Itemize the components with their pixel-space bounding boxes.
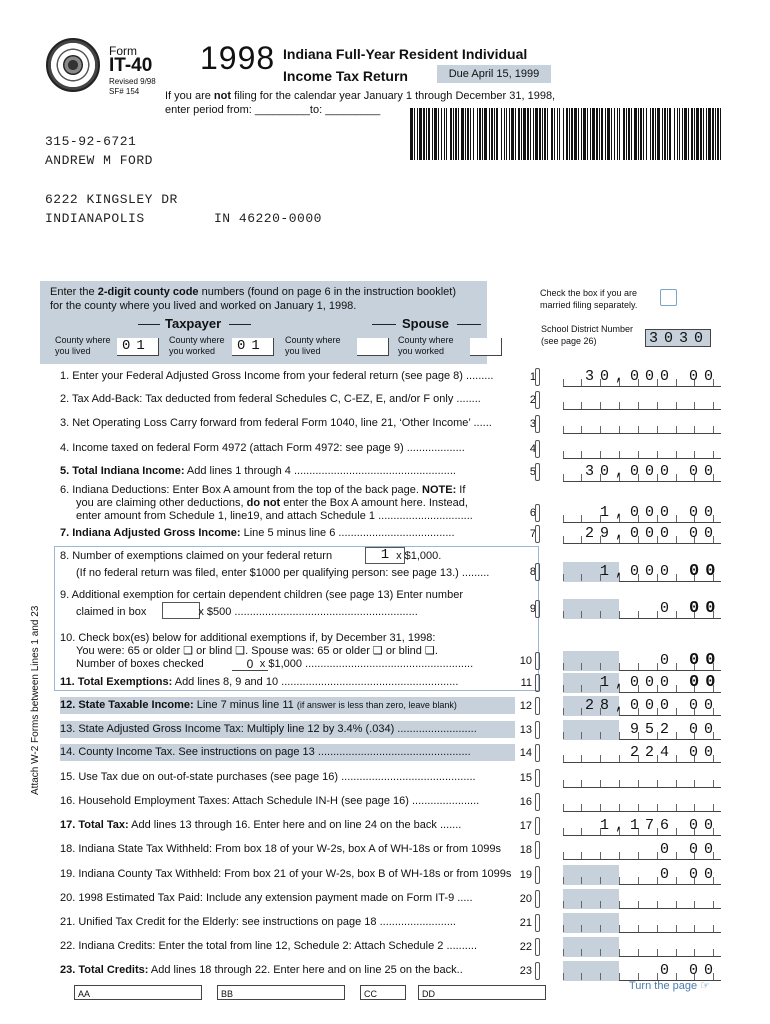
line-23-label: 23. Total Credits: Add lines 18 through 22. Enter here and on line 25 on the back.. [60,964,463,976]
line-20-label: 20. 1998 Estimated Tax Paid: Include any extension payment made on Form IT-9 ..... [60,892,473,904]
line-2-marker [535,391,540,409]
form-word: Form [109,44,137,58]
taxpayer-ssn: 315-92-6721 [45,134,137,149]
line-4-amount-field[interactable] [563,439,721,459]
title-line-1: Indiana Full-Year Resident Individual [283,46,528,62]
line-13-dollars: 952 [629,721,675,738]
line-23-marker [535,962,540,980]
sp-worked-label: County where you worked [398,335,454,356]
line-17-marker [535,817,540,835]
tp-lived-label: County where you lived [55,335,111,356]
line-12-cents: 00 [689,697,720,714]
line-18-number: 18 [519,844,532,856]
sp-county-worked-input[interactable] [470,338,502,356]
line-8-cents: 00 [689,562,722,581]
line-13-cents: 00 [689,721,720,738]
married-separately-label: Check the box if you are married filing separately. [540,288,638,310]
line-22-marker [535,938,540,956]
spouse-heading: Spouse [402,316,449,331]
line-14-dollars: 224 [629,744,675,761]
line-14-cents: 00 [689,744,720,761]
line-14-amount-field[interactable] [563,743,721,763]
box-aa[interactable]: AA [74,985,202,1000]
exemptions-count-input[interactable]: 1 [365,547,405,564]
line-12-amount-field[interactable] [563,696,721,716]
line-4-label: 4. Income taxed on federal Form 4972 (attach Form 4972: see page 9) ................... [60,442,465,454]
line-19-number: 19 [519,869,532,881]
line-2-label: 2. Tax Add-Back: Tax deducted from federal Schedules C, C-EZ, E, and/or F only ........ [60,393,481,405]
line-9-number: 9 [529,603,536,615]
line-9-dollars: 0 [659,600,675,617]
line-18-dollars: 0 [659,841,675,858]
box-bb[interactable]: BB [217,985,345,1000]
line-3-marker [535,415,540,433]
line-21-marker [535,914,540,932]
line-5-marker [535,463,540,481]
line-14-marker [535,744,540,762]
sf-number: SF# 154 [109,87,140,96]
line-14-label: 14. County Income Tax. See instructions on page 13 .................................................. [60,744,515,761]
line-12-marker [535,697,540,715]
line-18-marker [535,841,540,859]
line-8-label: 8. Number of exemptions claimed on your federal return x $1,000. (If no federal return was filed, enter $1000 per qualifying person: see page 13.) ......... [60,550,490,579]
taxpayer-city: INDIANAPOLIS [45,211,145,226]
line-1-label: 1. Enter your Federal Adjusted Gross Income from your federal return (see page 8) ......... [60,370,494,382]
line-5-label: 5. Total Indiana Income: Add lines 1 through 4 ..................................................... [60,465,456,477]
boxes-checked-input[interactable]: 0 [232,657,268,671]
line-18-cents: 00 [689,841,720,858]
line-12-dollars: 28,000 [584,697,675,714]
line-15-label: 15. Use Tax due on out-of-state purchases (see page 16) ............................................ [60,771,476,783]
line-12-number: 12 [519,700,532,712]
tp-county-worked-input[interactable]: 01 [232,338,274,356]
line-11-marker [535,674,540,692]
line-16-amount-field[interactable] [563,792,721,812]
line-13-marker [535,721,540,739]
line-17-amount-field[interactable] [563,816,721,836]
line-15-number: 15 [519,772,532,784]
line-15-marker [535,769,540,787]
line-22-amount-field[interactable] [563,937,721,957]
sp-lived-label: County where you lived [285,335,341,356]
line-13-number: 13 [519,724,532,736]
period-entry-field[interactable]: enter period from: _________to: _________ [165,104,381,116]
line-16-label: 16. Household Employment Taxes: Attach Schedule IN-H (see page 16) ...................... [60,795,480,807]
line-7-label: 7. Indiana Adjusted Gross Income: Line 5 minus line 6 ...................................... [60,527,455,539]
line-17-label: 17. Total Tax: Add lines 13 through 16. Enter here and on line 24 on the back ....... [60,819,462,831]
line-9-label: 9. Additional exemption for certain dependent children (see page 13) Enter number claimed in box x $500 ............................................................ [60,589,463,618]
line-1-dollars: 30,000 [584,368,675,385]
line-20-marker [535,890,540,908]
w2-attach-note: Attach W-2 Forms between Lines 1 and 23 [30,605,41,795]
line-5-dollars: 30,000 [584,463,675,480]
line-9-cents: 00 [689,599,722,618]
line-7-number: 7 [529,528,536,540]
line-4-marker [535,440,540,458]
line-21-number: 21 [519,917,532,929]
line-17-cents: 00 [689,817,720,834]
line-15-amount-field[interactable] [563,768,721,788]
form-revision [109,77,156,97]
taxpayer-heading: Taxpayer [165,316,222,331]
line-8-dollars: 1,000 [599,563,675,580]
revised-date: Revised 9/98 [109,77,156,86]
line-23-dollars: 0 [659,962,675,979]
line-23-cents: 00 [689,962,720,979]
line-1-marker [535,368,540,386]
tax-year: 1998 [200,40,276,76]
line-22-number: 22 [519,941,532,953]
box-dd[interactable]: DD [418,985,546,1000]
line-17-number: 17 [519,820,532,832]
due-date-badge: Due April 15, 1999 [437,65,551,83]
line-23-amount-field[interactable] [563,961,721,981]
taxpayer-state-zip: IN 46220-0000 [214,211,322,226]
line-16-number: 16 [519,796,532,808]
line-10-dollars: 0 [659,652,675,669]
line-16-marker [535,793,540,811]
line-7-marker [535,525,540,543]
line-4-number: 4 [529,443,536,455]
line-13-amount-field[interactable] [563,720,721,740]
line-19-dollars: 0 [659,866,675,883]
line-11-cents: 00 [689,673,722,692]
line-8-amount-field[interactable] [563,562,721,582]
line-10-marker [535,652,540,670]
line-11-label: 11. Total Exemptions: Add lines 8, 9 and 10 .......................................................... [60,676,459,688]
line-19-marker [535,866,540,884]
line-19-cents: 00 [689,866,720,883]
line-6-number: 6 [529,507,536,519]
line-7-dollars: 29,000 [584,525,675,542]
line-10-number: 10 [519,655,532,667]
taxpayer-street: 6222 KINGSLEY DR [45,192,178,207]
county-instructions: Enter the 2-digit county code numbers (found on page 6 in the instruction booklet) for the county where you lived and worked on January 1, 1998. [50,286,456,312]
line-21-label: 21. Unified Tax Credit for the Elderly: see instructions on page 18 ......................... [60,916,456,928]
taxpayer-name: ANDREW M FORD [45,153,153,168]
line-14-number: 14 [519,747,532,759]
line-18-label: 18. Indiana State Tax Withheld: From box 18 of your W-2s, box A of WH-18s or from 1099s [60,843,502,855]
indiana-state-seal [46,38,100,92]
line-11-dollars: 1,000 [599,674,675,691]
line-9-amount-field[interactable] [563,599,721,619]
line-18-amount-field[interactable] [563,840,721,860]
sp-county-lived-input[interactable] [357,338,389,356]
line-6-dollars: 1,000 [599,504,675,521]
line-1-number: 1 [529,371,536,383]
line-13-label: 13. State Adjusted Gross Income Tax: Multiply line 12 by 3.4% (.034) .......................... [60,721,515,738]
line-5-number: 5 [529,466,536,478]
line-3-number: 3 [529,418,536,430]
line-8-number: 8 [529,566,536,578]
line-21-amount-field[interactable] [563,913,721,933]
line-3-label: 3. Net Operating Loss Carry forward from federal Form 1040, line 21, ‘Other Income’ ...... [60,417,492,429]
line-23-number: 23 [519,965,532,977]
line-5-amount-field[interactable] [563,462,721,482]
period-instructions: If you are not filing for the calendar year January 1 through December 31, 1998, enter period from: _________to: _________ [165,90,556,116]
line-2-number: 2 [529,394,536,406]
line-6-label: 6. Indiana Deductions: Enter Box A amount from the top of the back page. NOTE: If you are claiming other deductions, do not enter the Box A amount here. Instead, enter amount from Schedule 1, line19, and attach Schedule 1 ............................... [60,484,473,522]
line-11-number: 11 [520,677,532,689]
line-6-cents: 00 [689,504,720,521]
line-8-marker [535,563,540,581]
line-6-amount-field[interactable] [563,503,721,523]
line-11-amount-field[interactable] [563,673,721,693]
line-5-cents: 00 [689,463,720,480]
turn-page-link[interactable]: Turn the page ☞ [629,980,711,992]
tp-worked-label: County where you worked [169,335,225,356]
married-separately-checkbox[interactable] [660,289,677,306]
form-number: IT-40 [109,55,153,76]
line-10-cents: 00 [689,651,722,670]
line-19-amount-field[interactable] [563,865,721,885]
tp-county-lived-input[interactable]: 01 [117,338,159,356]
line-3-amount-field[interactable] [563,414,721,434]
barcode [410,108,724,160]
box-cc[interactable]: CC [360,985,406,1000]
line-7-cents: 00 [689,525,720,542]
line-2-amount-field[interactable] [563,390,721,410]
line-22-label: 22. Indiana Credits: Enter the total from line 12, Schedule 2: Attach Schedule 2 .......... [60,940,478,952]
line-9-marker [535,600,540,618]
line-6-marker [535,504,540,522]
title-line-2: Income Tax Return [283,68,408,84]
line-19-label: 19. Indiana County Tax Withheld: From box 21 of your W-2s, box B of WH-18s or from 1099s [60,868,512,880]
line-1-amount-field[interactable] [563,367,721,387]
school-district-input[interactable]: 3030 [645,329,711,347]
line-20-number: 20 [519,893,532,905]
school-district-label: School District Number (see page 26) [541,324,634,346]
line-17-dollars: 1,176 [599,817,675,834]
line-7-amount-field[interactable] [563,524,721,544]
line-10-amount-field[interactable] [563,651,721,671]
line-12-label: 12. State Taxable Income: Line 7 minus line 11 (if answer is less than zero, leave blank) [60,697,515,714]
line-1-cents: 00 [689,368,720,385]
line-20-amount-field[interactable] [563,889,721,909]
line-10-label: 10. Check box(es) below for additional exemptions if, by December 31, 1998: You were: 65 or older ❑ or blind ❑. Spouse was: 65 or older ❑ or blind ❑. Number of boxes checked x $1,000 ....................................................... [60,632,474,670]
